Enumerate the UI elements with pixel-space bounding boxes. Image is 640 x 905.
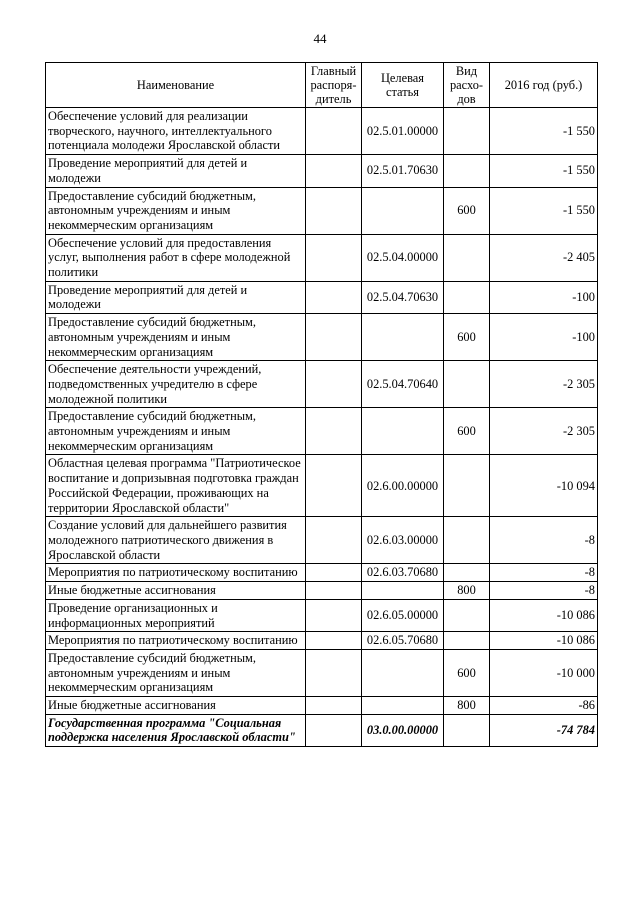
row-type — [444, 517, 490, 564]
row-code — [362, 314, 444, 361]
table-row — [46, 632, 598, 650]
row-code: 02.6.05.70680 — [362, 632, 444, 650]
header-amount: 2016 год (руб.) — [490, 63, 598, 108]
total-amount: -74 784 — [490, 714, 598, 746]
row-type: 800 — [444, 697, 490, 715]
row-amount: -86 — [490, 697, 598, 715]
row-type: 600 — [444, 187, 490, 234]
row-amount: -8 — [490, 517, 598, 564]
row-code: 02.6.03.00000 — [362, 517, 444, 564]
total-type — [444, 714, 490, 746]
table-row — [46, 599, 598, 631]
row-amount: -100 — [490, 314, 598, 361]
row-name: Проведение организационных и информационных мероприятий — [46, 599, 306, 631]
total-row — [46, 714, 598, 746]
row-amount: -100 — [490, 281, 598, 313]
row-amount: -8 — [490, 582, 598, 600]
row-admin — [306, 187, 362, 234]
row-code: 02.6.03.70680 — [362, 564, 444, 582]
row-name: Мероприятия по патриотическому воспитанию — [46, 564, 306, 582]
row-amount: -10 086 — [490, 599, 598, 631]
row-type — [444, 632, 490, 650]
row-name: Создание условий для дальнейшего развития молодежного патриотического движения в Ярославской области — [46, 517, 306, 564]
row-admin — [306, 697, 362, 715]
table-row — [46, 187, 598, 234]
row-code: 02.6.05.00000 — [362, 599, 444, 631]
row-type — [444, 234, 490, 281]
header-target: Целевая статья — [362, 63, 444, 108]
row-name: Обеспечение условий для предоставления услуг, выполнения работ в сфере молодежной политики — [46, 234, 306, 281]
total-name: Государственная программа "Социальная поддержка населения Ярославской области" — [46, 714, 306, 746]
row-amount: -1 550 — [490, 155, 598, 187]
row-type: 600 — [444, 314, 490, 361]
table-row — [46, 361, 598, 408]
row-name: Иные бюджетные ассигнования — [46, 697, 306, 715]
total-admin — [306, 714, 362, 746]
row-name: Предоставление субсидий бюджетным, автономным учреждениям и иным некоммерческим организациям — [46, 408, 306, 455]
row-type — [444, 564, 490, 582]
row-admin — [306, 314, 362, 361]
table-row — [46, 314, 598, 361]
table-row — [46, 155, 598, 187]
row-amount: -2 305 — [490, 408, 598, 455]
row-code — [362, 649, 444, 696]
total-code: 03.0.00.00000 — [362, 714, 444, 746]
row-type — [444, 455, 490, 517]
row-code: 02.5.04.00000 — [362, 234, 444, 281]
row-type — [444, 361, 490, 408]
budget-table — [45, 62, 598, 747]
page-number: 44 — [313, 31, 327, 46]
header-row — [46, 63, 598, 108]
row-code — [362, 697, 444, 715]
row-name: Иные бюджетные ассигнования — [46, 582, 306, 600]
header-admin: Главный распоря-дитель — [306, 63, 362, 108]
row-type: 800 — [444, 582, 490, 600]
row-name: Обеспечение условий для реализации творческого, научного, интеллектуального потенциала молодежи Ярославской области — [46, 108, 306, 155]
row-admin — [306, 632, 362, 650]
header-name: Наименование — [46, 63, 306, 108]
row-code: 02.5.04.70640 — [362, 361, 444, 408]
row-admin — [306, 582, 362, 600]
row-name: Мероприятия по патриотическому воспитанию — [46, 632, 306, 650]
row-type: 600 — [444, 649, 490, 696]
row-name: Предоставление субсидий бюджетным, автономным учреждениям и иным некоммерческим организациям — [46, 649, 306, 696]
row-amount: -10 000 — [490, 649, 598, 696]
row-code — [362, 582, 444, 600]
table-row — [46, 697, 598, 715]
row-name: Проведение мероприятий для детей и молодежи — [46, 281, 306, 313]
table-row — [46, 564, 598, 582]
row-name: Областная целевая программа "Патриотическое воспитание и допризывная подготовка граждан Российской Федерации, проживающих на территории Ярославской области" — [46, 455, 306, 517]
table-row — [46, 234, 598, 281]
row-amount: -2 305 — [490, 361, 598, 408]
row-amount: -8 — [490, 564, 598, 582]
row-admin — [306, 108, 362, 155]
table-row — [46, 649, 598, 696]
row-admin — [306, 455, 362, 517]
row-admin — [306, 281, 362, 313]
table-header — [46, 63, 598, 108]
table-row — [46, 108, 598, 155]
row-amount: -2 405 — [490, 234, 598, 281]
row-code: 02.5.01.00000 — [362, 108, 444, 155]
header-type: Вид расхо-дов — [444, 63, 490, 108]
row-code — [362, 408, 444, 455]
row-admin — [306, 599, 362, 631]
row-type — [444, 599, 490, 631]
row-admin — [306, 564, 362, 582]
row-admin — [306, 649, 362, 696]
row-type — [444, 108, 490, 155]
row-name: Предоставление субсидий бюджетным, автономным учреждениям и иным некоммерческим организациям — [46, 314, 306, 361]
table-row — [46, 582, 598, 600]
row-admin — [306, 408, 362, 455]
row-amount: -1 550 — [490, 108, 598, 155]
row-admin — [306, 234, 362, 281]
table-row — [46, 281, 598, 313]
row-type: 600 — [444, 408, 490, 455]
table-row — [46, 455, 598, 517]
row-name: Обеспечение деятельности учреждений, подведомственных учредителю в сфере молодежной политики — [46, 361, 306, 408]
row-amount: -10 086 — [490, 632, 598, 650]
row-type — [444, 155, 490, 187]
row-name: Предоставление субсидий бюджетным, автономным учреждениям и иным некоммерческим организациям — [46, 187, 306, 234]
row-code: 02.6.00.00000 — [362, 455, 444, 517]
row-code: 02.5.01.70630 — [362, 155, 444, 187]
row-admin — [306, 361, 362, 408]
table-row — [46, 517, 598, 564]
row-name: Проведение мероприятий для детей и молодежи — [46, 155, 306, 187]
table-row — [46, 408, 598, 455]
row-amount: -1 550 — [490, 187, 598, 234]
table-body — [46, 108, 598, 747]
row-type — [444, 281, 490, 313]
row-admin — [306, 155, 362, 187]
row-code: 02.5.04.70630 — [362, 281, 444, 313]
row-admin — [306, 517, 362, 564]
row-amount: -10 094 — [490, 455, 598, 517]
row-code — [362, 187, 444, 234]
